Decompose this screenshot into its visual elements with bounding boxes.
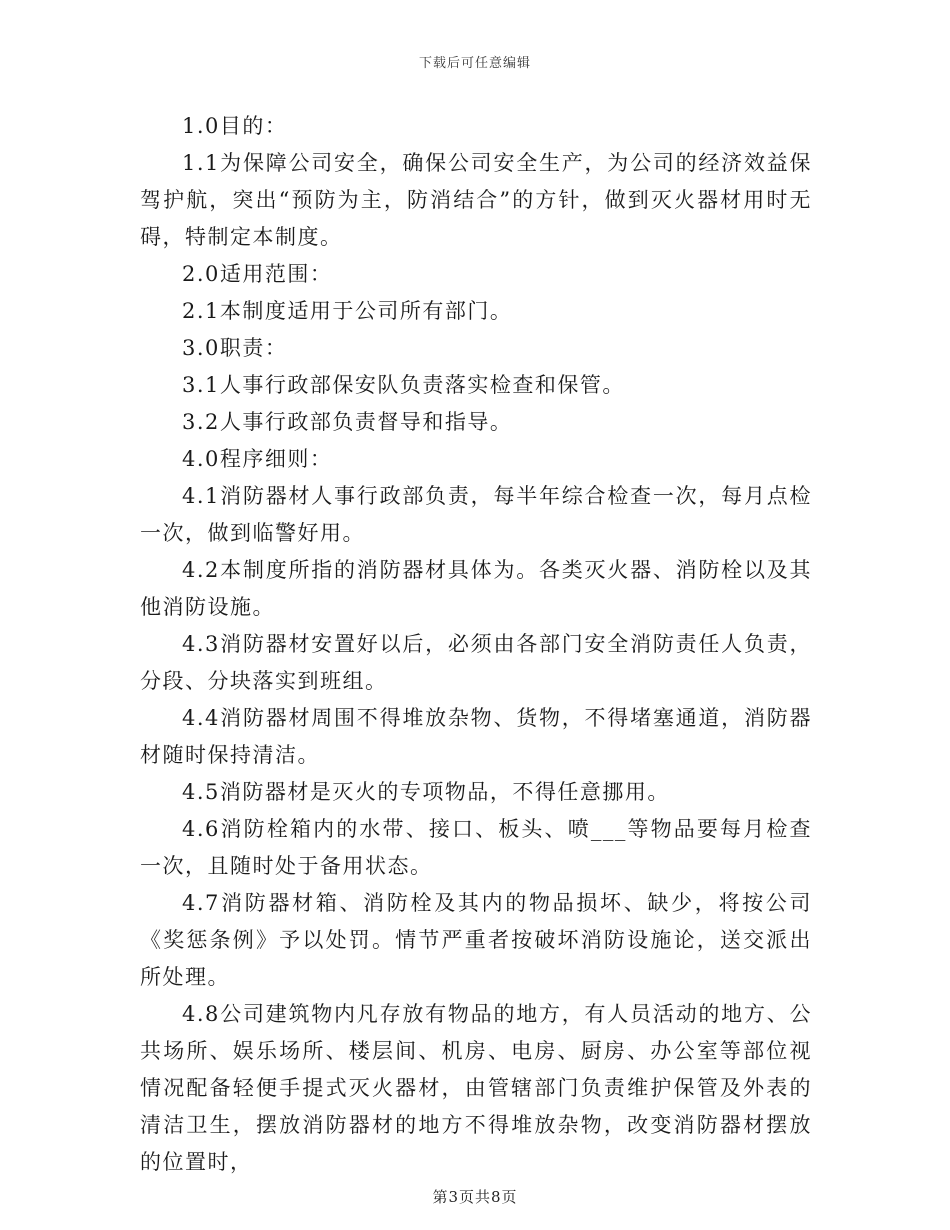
paragraph-4-8: 4.8公司建筑物内凡存放有物品的地方，有人员活动的地方、公共场所、娱乐场所、楼层间、机房、电房、厨房、办公室等部位视情况配备轻便手提式灭火器材，由管辖部门负责维护保管及外表的清洁卫生，摆放消防器材的地方不得堆放杂物，改变消防器材摆放的位置时，	[140, 1002, 812, 1174]
paragraph-4-4: 4.4消防器材周围不得堆放杂物、货物，不得堵塞通道，消防器材随时保持清洁。	[140, 706, 812, 767]
section-heading-procedures: 4.0程序细则：	[182, 447, 333, 471]
paragraph-3-1: 3.1人事行政部保安队负责落实检查和保管。	[182, 373, 625, 397]
paragraph-4-2: 4.2本制度所指的消防器材具体为。各类灭火器、消防栓以及其他消防设施。	[140, 558, 812, 619]
paragraph-3-2: 3.2人事行政部负责督导和指导。	[182, 410, 513, 434]
paragraph-2-1: 2.1本制度适用于公司所有部门。	[182, 299, 513, 323]
document-body	[140, 108, 812, 1181]
section-heading-purpose: 1.0目的：	[182, 114, 288, 138]
paragraph-1-1: 1.1为保障公司安全，确保公司安全生产，为公司的经济效益保驾护航，突出“预防为主，防消结合”的方针，做到灭火器材用时无碍，特制定本制度。	[140, 151, 812, 249]
page-number: 第3页共8页	[432, 1188, 518, 1206]
paragraph-4-6: 4.6消防栓箱内的水带、接口、板头、喷___等物品要每月检查一次，且随时处于备用状态。	[140, 817, 812, 878]
paragraph-4-1: 4.1消防器材人事行政部负责，每半年综合检查一次，每月点检一次，做到临警好用。	[140, 484, 812, 545]
paragraph-4-3: 4.3消防器材安置好以后，必须由各部门安全消防责任人负责，分段、分块落实到班组。	[140, 632, 812, 693]
paragraph-4-7: 4.7消防器材箱、消防栓及其内的物品损坏、缺少，将按公司《奖惩条例》予以处罚。情节严重者按破坏消防设施论，送交派出所处理。	[140, 891, 812, 989]
header-note: 下载后可任意编辑	[418, 56, 531, 71]
section-heading-responsibilities: 3.0职责：	[182, 336, 288, 360]
section-heading-scope: 2.0适用范围：	[182, 262, 333, 286]
paragraph-4-5: 4.5消防器材是灭火的专项物品，不得任意挪用。	[182, 780, 670, 804]
